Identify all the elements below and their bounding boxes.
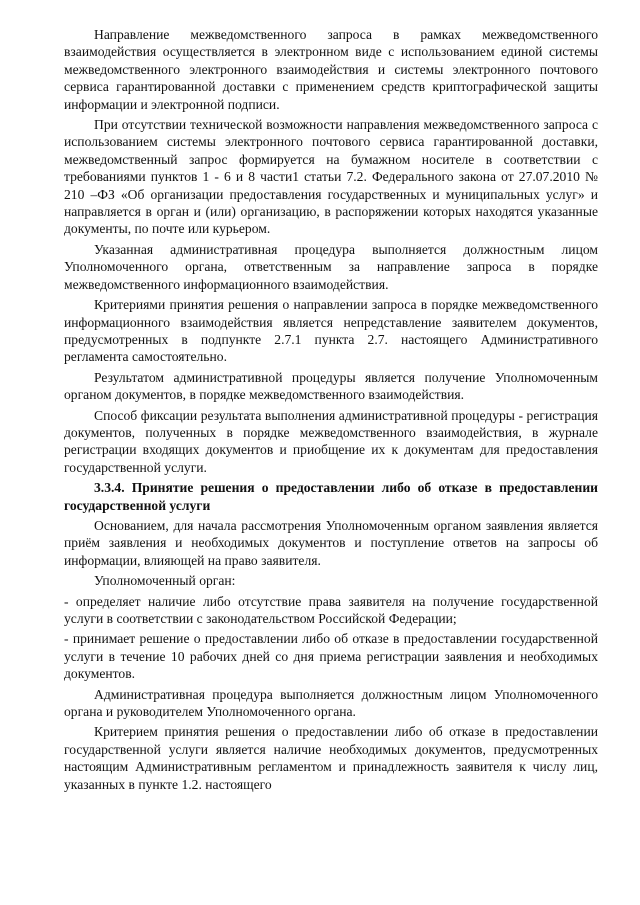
paragraph-5: Результатом административной процедуры является получение Уполномоченным органом документов, в порядке межведомственного взаимодействия. xyxy=(64,369,598,403)
section-heading-3-3-4: 3.3.4. Принятие решения о предоставлении либо об отказе в предоставлении государственной услуги xyxy=(64,480,598,513)
paragraph-3: Указанная административная процедура выполняется должностным лицом Уполномоченного органа, ответственным за направление запроса в порядке межведомственного информационного взаимодействия. xyxy=(64,241,598,292)
paragraph-6: Способ фиксации результата выполнения административной процедуры - регистрация документов, полученных в порядке межведомственного взаимодействия, в журнале регистрации входящих документов и приобщение их к документам для предоставления государственной услуги. xyxy=(64,407,598,475)
list-item-2: - принимает решение о предоставлении либо об отказе в предоставлении государственной услуги в течение 10 рабочих дней со дня приема регистрации заявления и необходимых документов. xyxy=(64,631,598,682)
paragraph-8: Основанием, для начала рассмотрения Уполномоченным органом заявления является приём заявления и необходимых документов и поступление ответов на запросы об информации, влияющей на право заявителя. xyxy=(64,517,598,568)
paragraph-13: Критерием принятия решения о предоставлении либо об отказе в предоставлении государственной услуги является наличие необходимых документов, предусмотренных настоящим Административным регламентом и принадлежность заявителя к числу лиц, указанных в пункте 1.2. настоящего xyxy=(64,724,598,792)
paragraph-9: Уполномоченный орган: xyxy=(94,573,236,589)
list-item-1: - определяет наличие либо отсутствие права заявителя на получение государственной услуги в соответствии с законодательством Российской Федерации; xyxy=(64,593,598,626)
document-page xyxy=(64,26,598,796)
paragraph-4: Критериями принятия решения о направлении запроса в порядке межведомственного информационного взаимодействия является непредставление заявителем документов, предусмотренных в подпункте 2.7.1 пункта 2.7. настоящего Административного регламента самостоятельно. xyxy=(64,297,598,365)
paragraph-2: При отсутствии технической возможности направления межведомственного запроса с использованием системы электронного почтового сервиса гарантированной доставки, межведомственный запрос формируется на бумажном носителе в соответствии с требованиями пунктов 1 - 6 и 8 части1 статьи 7.2. Федерального закона от 27.07.2010 № 210 –ФЗ «Об организации предоставления государственных и муниципальных услуг» и направляется в орган и (или) организацию, в распоряжении которых находятся указанные документы, по почте или курьером. xyxy=(64,117,598,237)
paragraph-1: Направление межведомственного запроса в рамках межведомственного взаимодействия осуществляется в электронном виде с использованием единой системы межведомственного электронного взаимодействия и системы электронного почтового сервиса гарантированной доставки с применением средств криптографической защиты информации и электронной подписи. xyxy=(64,27,598,112)
paragraph-12: Административная процедура выполняется должностным лицом Уполномоченного органа и руководителем Уполномоченного органа. xyxy=(64,686,598,720)
